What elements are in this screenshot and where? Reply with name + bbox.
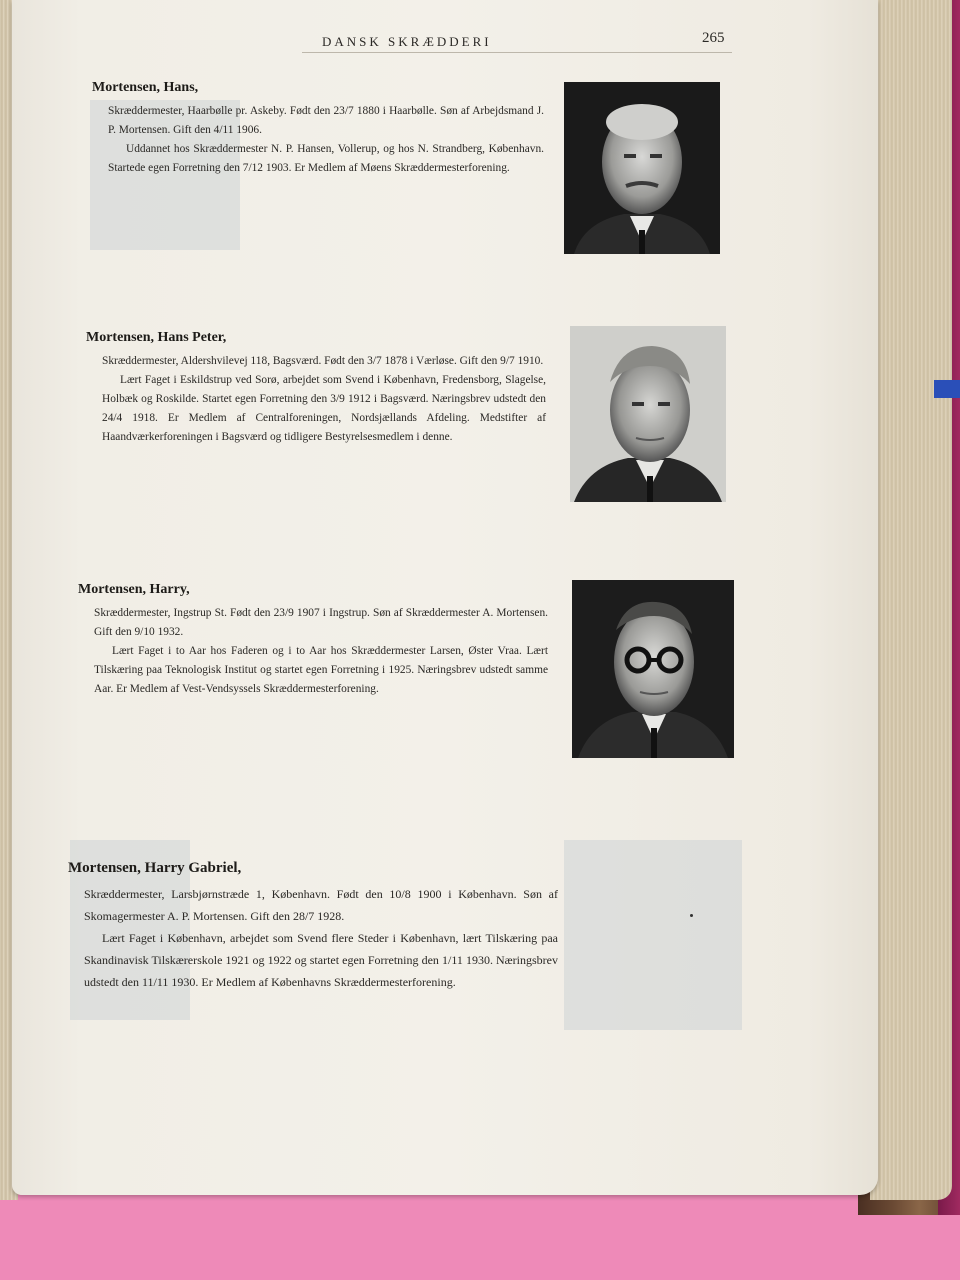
running-title: DANSK SKRÆDDERI [322,34,492,49]
portrait-photo [572,580,734,758]
entry-paragraph: Uddannet hos Skræddermester N. P. Hansen, Vollerup, og hos N. Strandberg, København. Startede egen Forretning den 7/12 1903. Er Medlem af Møens Skræddermesterforening. [108,143,544,174]
entry-paragraph: Skræddermester, Aldershvilevej 118, Bagsværd. Født den 3/7 1878 i Værløse. Gift den 9/7 1910. [102,355,544,367]
entry-name: Mortensen, Hans, [92,80,199,95]
entry-paragraph: Lært Faget i København, arbejdet som Svend flere Steder i København, lært Tilskæring paa Skandinavisk Tilskærerskole 1921 og 1922 og startet egen Forretning den 1/11 1930. Næringsbrev udstedt den 11/11 1930. Er Medlem af Københavns Skræddermesterforening. [84,931,558,989]
entry-name: Mortensen, Harry, [78,582,190,597]
header-rule [302,52,732,53]
entry-paragraph: Lært Faget i to Aar hos Faderen og i to Aar hos Skræddermester Larsen, Øster Vraa. Lært Tilskæring paa Teknologisk Institut og startet egen Forretning i 1925. Næringsbrev udstedt samme Aar. Er Medlem af Vest-Vendsyssels Skræddermesterforening. [94,645,548,695]
portrait-photo [564,82,720,254]
entry-harry-gabriel [68,860,558,993]
entry-paragraph: Skræddermester, Larsbjørnstræde 1, København. Født den 10/8 1900 i København. Søn af Skomagermester A. P. Mortensen. Gift den 28/7 1928. [84,887,558,923]
entry-hans-peter [86,330,546,447]
entry-paragraph: Skræddermester, Ingstrup St. Født den 23/9 1907 i Ingstrup. Søn af Skræddermester A. Mortensen. Gift den 9/10 1932. [94,607,548,638]
page-edges-right [870,0,952,1200]
entry-paragraph: Lært Faget i Eskildstrup ved Sorø, arbejdet som Svend i København, Fredensborg, Slagelse, Holbæk og Roskilde. Startet egen Forretning den 3/9 1912 i Bagsværd. Næringsbrev udstedt den 24/4 1918. Er Medlem af Centralforeningen, Nordsjællands Afdeling. Medstifter af Haandværkerforeningen i Bagsværd og tidligere Bestyrelsesmedlem i denne. [102,374,546,443]
page-number: 265 [702,30,725,46]
entry-harry [78,582,548,699]
book-page [12,0,878,1195]
portrait-photo [570,326,726,502]
entry-paragraph: Skræddermester, Haarbølle pr. Askeby. Født den 23/7 1880 i Haarbølle. Søn af Arbejdsmand J. P. Mortensen. Gift den 4/11 1906. [108,105,544,136]
entry-hans [92,80,544,178]
blank-photo-area [564,840,742,1030]
entry-name: Mortensen, Hans Peter, [86,330,227,345]
bookmark-ribbon [934,380,960,398]
entry-name: Mortensen, Harry Gabriel, [68,860,242,876]
speck [690,914,693,917]
